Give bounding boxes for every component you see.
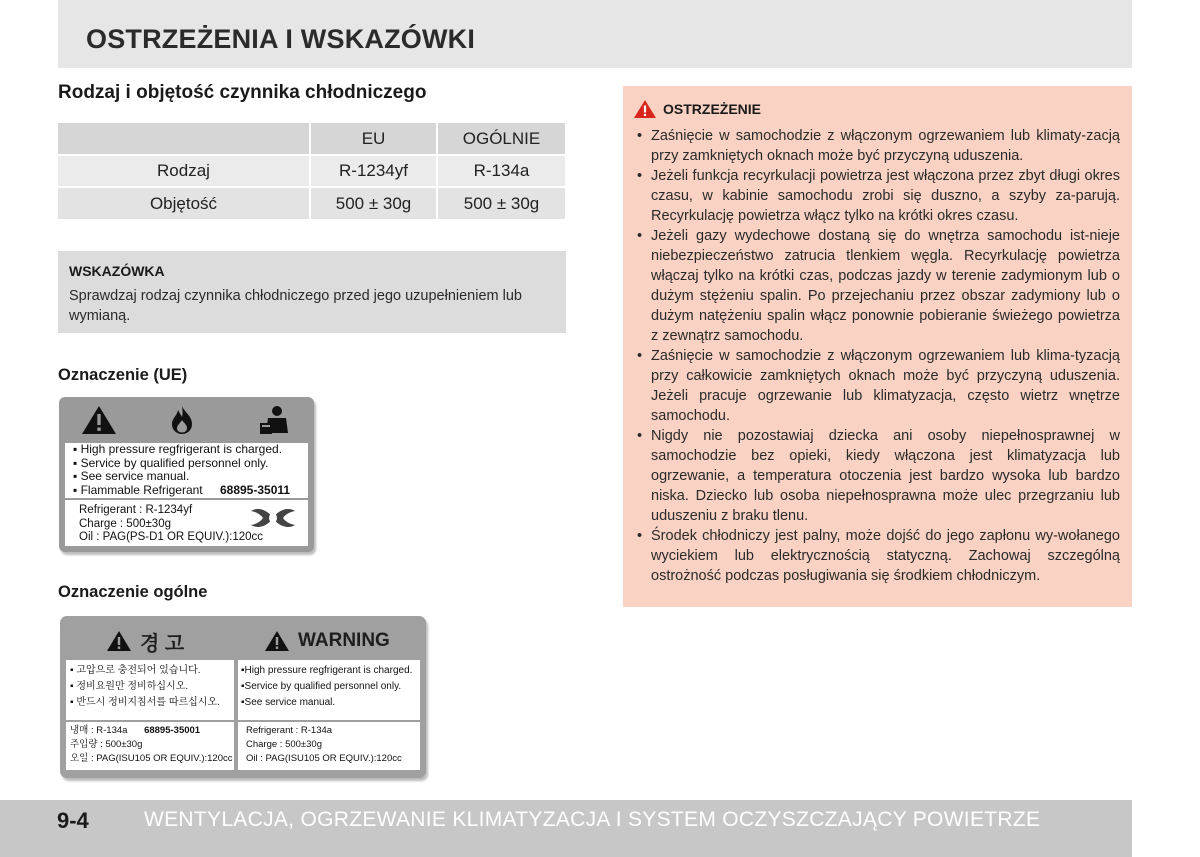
list-item: • Zaśnięcie w samochodzie z włączonym ogrzewaniem lub klima-tyzacją przy całkowicie zamkniętych oknach może być przyczyną uduszenia. Jeżeli pracuje ogrzewanie lub klimatyzacja, często wietrz wnętrze samochodu. xyxy=(633,346,1120,426)
flame-icon xyxy=(169,405,195,435)
english-warning-title: WARNING xyxy=(298,630,390,651)
table-cell: R-1234yf xyxy=(310,155,437,187)
english-specs-box xyxy=(238,722,420,770)
korean-spec-line: 오일 : PAG(ISU105 OR EQUIV.):120cc xyxy=(70,753,233,764)
eu-warning-line xyxy=(73,484,308,498)
eu-refrigerant-label xyxy=(59,397,314,552)
korean-spec-line: 주입량 : 500±30g xyxy=(70,739,143,750)
brand-logo-icon xyxy=(249,505,297,531)
table-row xyxy=(58,155,565,187)
eu-warning-line: ▪ See service manual. xyxy=(73,469,190,483)
korean-spec-line xyxy=(70,724,234,738)
eu-spec-line: Oil : PAG(PS-D1 OR EQUIV.):120cc xyxy=(79,531,264,543)
warning-panel xyxy=(623,86,1132,607)
note-title: WSKAZÓWKA xyxy=(69,263,165,279)
warning-triangle-icon xyxy=(81,405,117,435)
eu-warning-line: ▪ High pressure regfrigerant is charged. xyxy=(73,442,283,456)
list-item: • Zaśnięcie w samochodzie z włączonym ogrzewaniem lub klimaty-zacją przy zamkniętych oknach może być przyczyną uduszenia. xyxy=(633,126,1120,166)
eu-label-warnings xyxy=(65,443,308,498)
korean-warning-title: 경 고 xyxy=(140,632,185,655)
table-header-eu: EU xyxy=(310,123,437,155)
english-warning-line: ▪See service manual. xyxy=(241,697,336,708)
table-cell: Rodzaj xyxy=(58,155,310,187)
list-item: • Nigdy nie pozostawiaj dziecka ani osoby niepełnosprawnej w samochodzie bez opieki, kiedy włączona jest klimatyzacja lub ogrzewanie, a temperatura otoczenia jest bardzo wysoka lub bardzo niska. Dziecko lub osoba niepełnosprawna może ulec przegrzaniu lub uduszeniu z braku tlenu. xyxy=(633,426,1120,526)
eu-label-specs xyxy=(65,500,308,546)
list-item: • Jeżeli gazy wydechowe dostaną się do wnętrza samochodu ist-nieje niebezpieczeństwo zatrucia tlenkiem węgla. Recyrkulację powietrza włączaj tylko na krótki czas, podczas jazdy w terenie zadymionym lub o dużym stężeniu spalin. Po przejechaniu przez obszar zadymiony lub o dużym natężeniu spalin włącz ponownie pobieranie świeżego powietrza z zewnątrz samochodu. xyxy=(633,226,1120,346)
refrigerant-table xyxy=(58,123,565,219)
table-cell: R-134a xyxy=(437,155,565,187)
english-spec-line: Oil : PAG(ISU105 OR EQUIV.):120cc xyxy=(246,753,402,764)
section-title: Rodzaj i objętość czynnika chłodniczego xyxy=(58,82,427,103)
general-part-number: 68895-35001 xyxy=(144,725,201,736)
english-warning-line: ▪High pressure regfrigerant is charged. xyxy=(241,665,413,676)
table-cell: 500 ± 30g xyxy=(310,187,437,219)
warning-triangle-icon xyxy=(264,630,290,652)
table-header-row xyxy=(58,123,565,155)
warning-list xyxy=(633,126,1120,586)
warning-triangle-icon xyxy=(106,630,132,652)
table-header-general: OGÓLNIE xyxy=(437,123,565,155)
service-technician-icon xyxy=(257,405,291,437)
list-item: • Środek chłodniczy jest palny, może dojść do jego zapłonu wy-wołanego wyciekiem lub elektrycznością statyczną. Zachowaj szczególną ostrożność podczas posługiwania się środkiem chłodniczym. xyxy=(633,526,1120,586)
english-spec-line: Charge : 500±30g xyxy=(246,739,322,750)
english-warning-head xyxy=(264,624,390,658)
korean-specs-box xyxy=(66,722,234,770)
eu-marking-title: Oznaczenie (UE) xyxy=(58,366,188,384)
table-header-empty xyxy=(58,123,310,155)
warning-head xyxy=(633,98,1120,120)
chapter-title: WENTYLACJA, OGRZEWANIE KLIMATYZACJA I SYSTEM OCZYSZCZAJĄCY POWIETRZE xyxy=(144,808,1041,831)
general-marking-title: Oznaczenie ogólne xyxy=(58,583,208,601)
note-box xyxy=(58,251,566,333)
general-refrigerant-label xyxy=(60,616,426,778)
note-text: Sprawdzaj rodzaj czynnika chłodniczego przed jego uzupełnieniem lub wymianą. xyxy=(69,288,522,324)
warning-triangle-icon xyxy=(633,99,657,119)
english-spec-line: Refrigerant : R-134a xyxy=(246,725,333,736)
page-title: OSTRZEŻENIA I WSKAZÓWKI xyxy=(86,24,476,54)
list-item: • Jeżeli funkcja recyrkulacji powietrza jest włączona przez zbyt długi okres czasu, w kabinie samochodu zrobi się duszno, a szyby za-parują. Recyrkulację powietrza włącz tylko na krótki okres czasu. xyxy=(633,166,1120,226)
table-cell: Objętość xyxy=(58,187,310,219)
eu-part-number: 68895-35011 xyxy=(219,482,291,497)
warning-title: OSTRZEŻENIE xyxy=(663,101,762,117)
eu-label-icons xyxy=(59,397,314,441)
eu-spec-line: Charge : 500±30g xyxy=(79,517,171,530)
eu-warning-line: ▪ Service by qualified personnel only. xyxy=(73,455,269,470)
korean-warning-head xyxy=(106,624,184,658)
korean-warning-line: ▪ 정비요원만 정비하십시오. xyxy=(70,681,189,692)
page-number: 9-4 xyxy=(57,808,89,833)
korean-warnings-box xyxy=(66,660,234,720)
korean-refrigerant: 냉매 : R-134a xyxy=(70,725,128,736)
english-warning-line: ▪Service by qualified personnel only. xyxy=(241,681,402,692)
korean-warning-line: ▪ 고압으로 충전되어 있습니다. xyxy=(70,665,201,676)
eu-spec-line: Refrigerant : R-1234yf xyxy=(79,504,193,516)
table-cell: 500 ± 30g xyxy=(437,187,565,219)
english-warnings-box xyxy=(238,660,420,720)
eu-flammable-text: ▪ Flammable Refrigerant xyxy=(73,482,203,497)
table-row xyxy=(58,187,565,219)
korean-warning-line: ▪ 반드시 정비지침서를 따르십시오. xyxy=(70,697,220,708)
